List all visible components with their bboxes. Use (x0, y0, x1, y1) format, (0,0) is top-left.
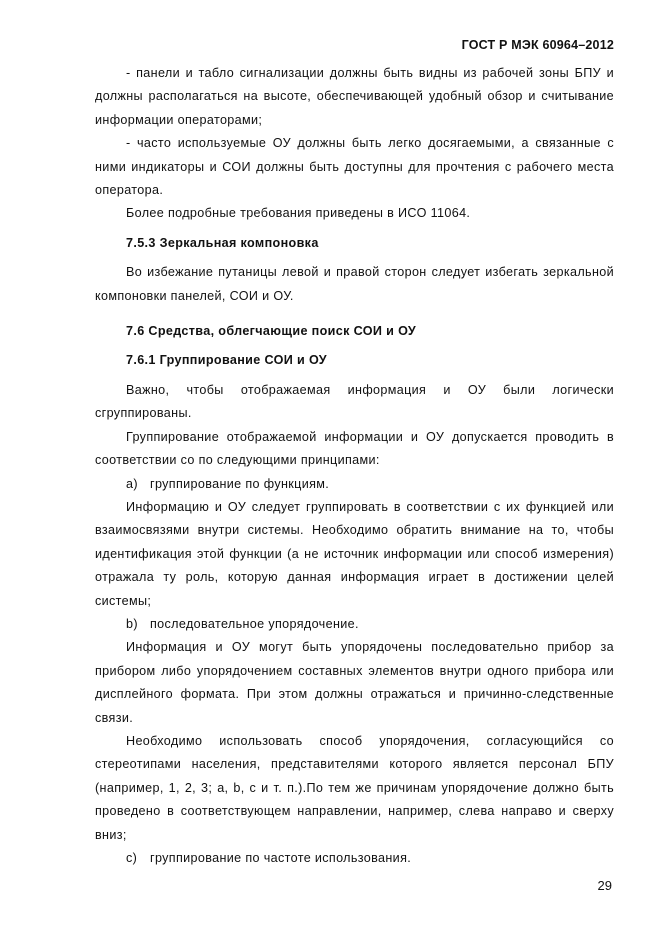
list-text-b: последовательное упорядочение. (150, 616, 359, 631)
paragraph-alarm-panels: - панели и табло сигнализации должны быть видны из рабочей зоны БПУ и должны располагаться на высоте, обеспечивающей удобный обзор и считывание информации операторами; (95, 66, 614, 127)
list-marker-c: c) (126, 851, 138, 865)
list-item-c (95, 847, 614, 870)
standard-header: ГОСТ Р МЭК 60964–2012 (461, 38, 614, 52)
list-item-b (95, 613, 614, 636)
section-heading-7-5-3: 7.5.3 Зеркальная компоновка (126, 235, 319, 250)
list-marker-a: а) (126, 476, 138, 491)
paragraph-mirror-layout: Во избежание путаницы левой и правой сторон следует избегать зеркальной компоновки панелей, СОИ и ОУ. (95, 265, 614, 303)
list-item-a (95, 473, 614, 496)
paragraph-iso-reference: Более подробные требования приведены в ИСО 11064. (126, 206, 471, 221)
section-heading-7-6-1: 7.6.1 Группирование СОИ и ОУ (126, 353, 327, 368)
paragraph-population-stereotypes: Необходимо использовать способ упорядочения, согласующийся со стереотипами населения, представителями которого является персонал БПУ (например, 1, 2, 3; a, b, c и т. п.).По тем же причинам упорядочение должно быть проведено в соответствующем направлении, например, слева направо и сверху вниз; (95, 733, 614, 842)
page-number: 29 (597, 878, 612, 893)
list-text-a: группирование по функциям. (150, 476, 330, 491)
paragraph-grouping-principles: Группирование отображаемой информации и ОУ допускается проводить в соответствии со по следующими принципами: (95, 429, 614, 468)
paragraph-logical-grouping: Важно, чтобы отображаемая информация и ОУ были логически сгруппированы. (95, 382, 614, 421)
document-body (95, 62, 614, 870)
list-marker-b: b) (126, 616, 138, 631)
paragraph-function-grouping: Информацию и ОУ следует группировать в соответствии с их функцией или взаимосвязями внутри системы. Необходимо обратить внимание на то, чтобы идентификация этой функции (а не источник информации или способ измерения) отражала ту роль, которую данная информация играет в достижении целей системы; (95, 499, 614, 608)
paragraph-controls-reachable: - часто используемые ОУ должны быть легко досягаемыми, а связанные с ними индикаторы и СОИ должны быть доступны для прочтения с рабочего места оператора. (95, 136, 614, 198)
section-heading-7-6: 7.6 Средства, облегчающие поиск СОИ и ОУ (126, 324, 417, 339)
paragraph-sequential-order: Информация и ОУ могут быть упорядочены последовательно прибор за прибором либо упорядочением составных элементов внутри одного прибора или дисплейного формата. При этом должны отражаться и причинно-следственные связи. (95, 640, 614, 725)
list-text-c: группирование по частоте использования. (150, 851, 412, 865)
